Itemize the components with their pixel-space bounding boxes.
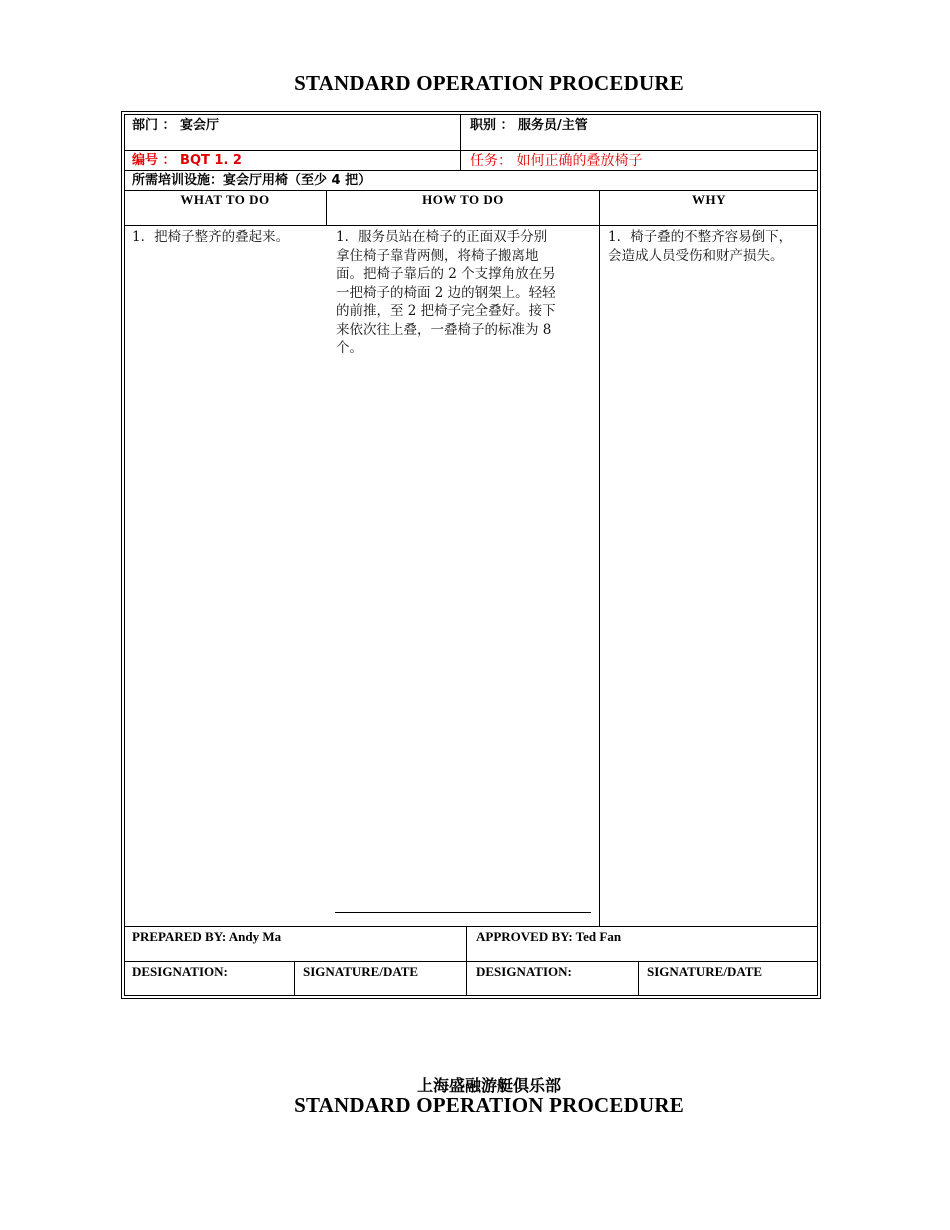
what-to-do-text: 1．把椅子整齐的叠起来。: [132, 229, 290, 245]
designation-left: DESIGNATION:: [132, 964, 228, 979]
code-field: 编号 ： BQT 1. 2: [132, 153, 242, 168]
designation-right: DESIGNATION:: [476, 964, 572, 979]
column-divider: [466, 926, 467, 996]
column-header-why: WHY: [692, 192, 726, 207]
page-title: STANDARD OPERATION PROCEDURE: [294, 71, 684, 95]
approved-by: APPROVED BY: Ted Fan: [476, 929, 622, 944]
row-divider: [124, 170, 818, 171]
club-name: 上海盛融游艇俱乐部: [416, 1076, 561, 1095]
signature-line: [335, 912, 591, 913]
prepared-by: PREPARED BY: Andy Ma: [132, 929, 282, 944]
row-divider: [124, 225, 818, 226]
signature-date-right: SIGNATURE/DATE: [647, 964, 763, 979]
signature-date-left: SIGNATURE/DATE: [303, 964, 419, 979]
row-divider: [124, 190, 818, 191]
column-divider: [294, 961, 295, 996]
page-title-bottom: STANDARD OPERATION PROCEDURE: [294, 1093, 684, 1117]
training-facilities-field: 所需培训设施：宴会厅用椅（至少 4 把）: [132, 173, 372, 188]
column-divider: [460, 114, 461, 170]
column-header-what: WHAT TO DO: [180, 192, 270, 207]
task-field: 任务： 如何正确的叠放椅子: [470, 153, 643, 169]
row-divider: [124, 926, 818, 927]
row-divider: [124, 961, 818, 962]
column-header-how: HOW TO DO: [422, 192, 504, 207]
column-divider: [638, 961, 639, 996]
row-divider: [124, 150, 818, 151]
department-field: 部门 ： 宴会厅: [132, 118, 220, 133]
column-divider: [599, 190, 600, 926]
position-field: 职别 ： 服务员/主管: [470, 118, 588, 133]
how-to-do-text: 1．服务员站在椅子的正面双手分别 拿住椅子靠背两侧，将椅子搬离地 面。把椅子靠后的 2 个支撑角放在另 一把椅子的椅面 2 边的钢架上。轻轻 的前推，至 2 把椅子完全叠好。接下 来依次往上叠，一叠椅子的标准为 8 个。: [336, 229, 556, 356]
why-text: 1．椅子叠的不整齐容易倒下， 会造成人员受伤和财产损失。: [608, 229, 793, 264]
